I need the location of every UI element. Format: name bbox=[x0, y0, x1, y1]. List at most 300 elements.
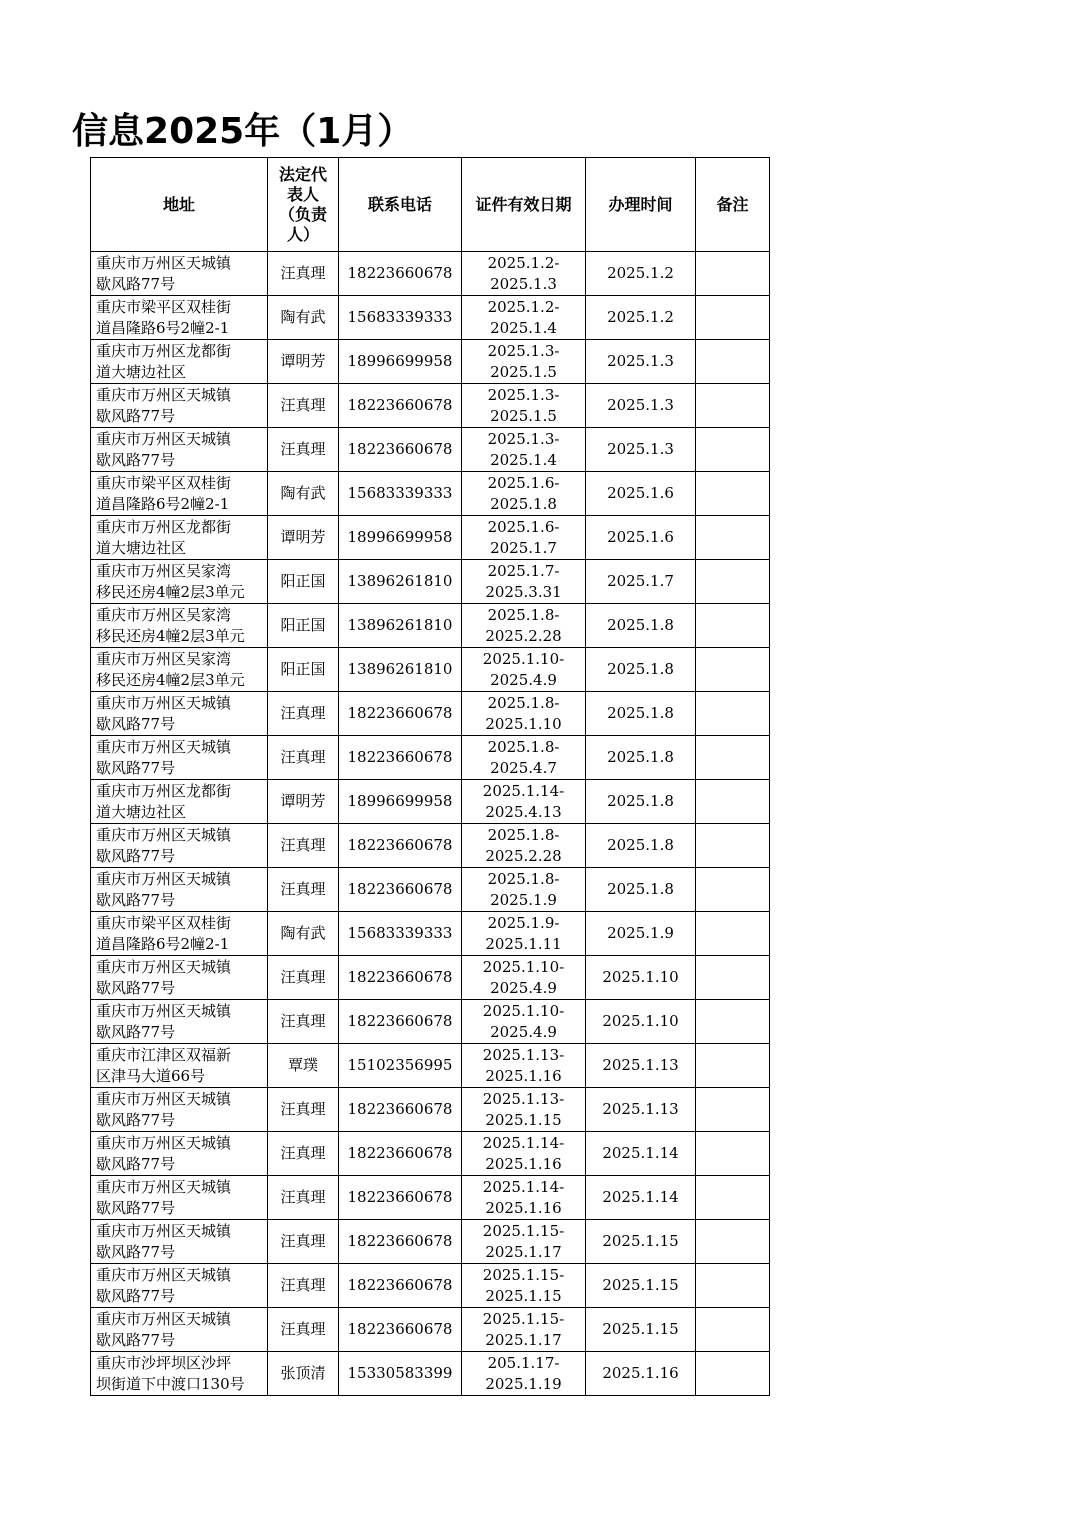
address-cell bbox=[91, 1176, 268, 1220]
address-line-2: 歇风路77号 bbox=[96, 759, 176, 777]
valid-start: 2025.1.10- bbox=[482, 1002, 565, 1020]
valid-end: 2025.2.28 bbox=[485, 627, 562, 645]
address-line-2: 歇风路77号 bbox=[96, 1023, 176, 1041]
representative-cell: 张顶清 bbox=[268, 1352, 339, 1396]
address-cell bbox=[91, 780, 268, 824]
address-line-2: 区津马大道66号 bbox=[96, 1067, 206, 1085]
address-line-1: 重庆市万州区天城镇 bbox=[96, 870, 232, 888]
process-date-cell: 2025.1.2 bbox=[586, 296, 696, 340]
remarks-cell bbox=[696, 428, 770, 472]
header-representative bbox=[268, 158, 339, 252]
process-date-cell: 2025.1.8 bbox=[586, 736, 696, 780]
valid-end: 2025.1.4 bbox=[490, 451, 557, 469]
process-date-cell: 2025.1.8 bbox=[586, 692, 696, 736]
valid-end: 2025.4.9 bbox=[490, 671, 557, 689]
valid-start: 2025.1.10- bbox=[482, 958, 565, 976]
address-line-1: 重庆市万州区吴家湾 bbox=[96, 606, 232, 624]
process-date-cell: 2025.1.8 bbox=[586, 604, 696, 648]
address-line-1: 重庆市江津区双福新 bbox=[96, 1046, 232, 1064]
address-line-1: 重庆市万州区天城镇 bbox=[96, 386, 232, 404]
table-row bbox=[91, 252, 770, 296]
phone-cell: 18996699958 bbox=[339, 780, 462, 824]
remarks-cell bbox=[696, 604, 770, 648]
remarks-cell bbox=[696, 340, 770, 384]
address-line-1: 重庆市万州区天城镇 bbox=[96, 738, 232, 756]
table-row bbox=[91, 1352, 770, 1396]
representative-cell: 汪真理 bbox=[268, 1088, 339, 1132]
address-cell bbox=[91, 560, 268, 604]
title-text: 息2025年（1月） bbox=[108, 111, 414, 152]
phone-cell: 18223660678 bbox=[339, 1132, 462, 1176]
valid-end: 2025.3.31 bbox=[485, 583, 562, 601]
process-date-cell: 2025.1.13 bbox=[586, 1088, 696, 1132]
valid-end: 2025.1.16 bbox=[485, 1199, 562, 1217]
valid-end: 2025.1.17 bbox=[485, 1331, 562, 1349]
address-cell bbox=[91, 692, 268, 736]
address-line-2: 歇风路77号 bbox=[96, 1287, 176, 1305]
table-row bbox=[91, 472, 770, 516]
process-date-cell: 2025.1.6 bbox=[586, 516, 696, 560]
address-cell bbox=[91, 340, 268, 384]
process-date-cell: 2025.1.3 bbox=[586, 428, 696, 472]
address-line-1: 重庆市万州区吴家湾 bbox=[96, 562, 232, 580]
address-cell bbox=[91, 1000, 268, 1044]
representative-cell: 谭明芳 bbox=[268, 340, 339, 384]
valid-start: 205.1.17- bbox=[487, 1354, 560, 1372]
valid-period-cell bbox=[462, 252, 586, 296]
address-cell bbox=[91, 648, 268, 692]
process-date-cell: 2025.1.10 bbox=[586, 1000, 696, 1044]
valid-start: 2025.1.6- bbox=[487, 474, 560, 492]
process-date-cell: 2025.1.2 bbox=[586, 252, 696, 296]
valid-start: 2025.1.14- bbox=[482, 1134, 565, 1152]
valid-period-cell bbox=[462, 956, 586, 1000]
process-date-cell: 2025.1.13 bbox=[586, 1044, 696, 1088]
header-remarks: 备注 bbox=[696, 158, 770, 252]
table-row bbox=[91, 868, 770, 912]
phone-cell: 13896261810 bbox=[339, 604, 462, 648]
address-line-2: 歇风路77号 bbox=[96, 275, 176, 293]
valid-period-cell bbox=[462, 1000, 586, 1044]
remarks-cell bbox=[696, 472, 770, 516]
valid-start: 2025.1.7- bbox=[487, 562, 560, 580]
remarks-cell bbox=[696, 1352, 770, 1396]
valid-end: 2025.1.7 bbox=[490, 539, 557, 557]
representative-cell: 汪真理 bbox=[268, 1264, 339, 1308]
address-line-2: 移民还房4幢2层3单元 bbox=[96, 627, 245, 645]
phone-cell: 18223660678 bbox=[339, 692, 462, 736]
address-line-2: 道大塘边社区 bbox=[96, 363, 187, 381]
phone-cell: 18223660678 bbox=[339, 1264, 462, 1308]
valid-period-cell bbox=[462, 1132, 586, 1176]
representative-cell: 汪真理 bbox=[268, 384, 339, 428]
valid-start: 2025.1.3- bbox=[487, 430, 560, 448]
valid-end: 2025.1.17 bbox=[485, 1243, 562, 1261]
address-line-1: 重庆市万州区吴家湾 bbox=[96, 650, 232, 668]
address-line-2: 道昌隆路6号2幢2-1 bbox=[96, 495, 230, 513]
phone-cell: 13896261810 bbox=[339, 560, 462, 604]
representative-cell: 汪真理 bbox=[268, 956, 339, 1000]
address-cell bbox=[91, 1308, 268, 1352]
process-date-cell: 2025.1.15 bbox=[586, 1264, 696, 1308]
address-line-2: 歇风路77号 bbox=[96, 1199, 176, 1217]
remarks-cell bbox=[696, 1132, 770, 1176]
representative-cell: 陶有武 bbox=[268, 912, 339, 956]
table-row bbox=[91, 1088, 770, 1132]
valid-start: 2025.1.15- bbox=[482, 1310, 565, 1328]
table-row bbox=[91, 296, 770, 340]
table-row bbox=[91, 780, 770, 824]
representative-cell: 汪真理 bbox=[268, 1000, 339, 1044]
valid-end: 2025.1.16 bbox=[485, 1067, 562, 1085]
representative-cell: 汪真理 bbox=[268, 1132, 339, 1176]
address-line-1: 重庆市万州区龙都街 bbox=[96, 782, 232, 800]
address-line-2: 歇风路77号 bbox=[96, 715, 176, 733]
address-line-1: 重庆市万州区天城镇 bbox=[96, 1002, 232, 1020]
valid-end: 2025.1.8 bbox=[490, 495, 557, 513]
valid-end: 2025.1.15 bbox=[485, 1287, 562, 1305]
valid-end: 2025.4.13 bbox=[485, 803, 562, 821]
valid-start: 2025.1.14- bbox=[482, 782, 565, 800]
address-line-2: 道昌隆路6号2幢2-1 bbox=[96, 935, 230, 953]
valid-period-cell bbox=[462, 912, 586, 956]
table-row bbox=[91, 956, 770, 1000]
representative-cell: 陶有武 bbox=[268, 472, 339, 516]
valid-start: 2025.1.15- bbox=[482, 1266, 565, 1284]
remarks-cell bbox=[696, 1044, 770, 1088]
address-line-1: 重庆市万州区天城镇 bbox=[96, 1134, 232, 1152]
address-line-1: 重庆市梁平区双桂街 bbox=[96, 914, 232, 932]
address-cell bbox=[91, 1044, 268, 1088]
address-line-1: 重庆市万州区龙都街 bbox=[96, 518, 232, 536]
process-date-cell: 2025.1.3 bbox=[586, 340, 696, 384]
remarks-cell bbox=[696, 1220, 770, 1264]
header-valid-period: 证件有效日期 bbox=[462, 158, 586, 252]
valid-end: 2025.1.11 bbox=[485, 935, 562, 953]
address-cell bbox=[91, 604, 268, 648]
valid-period-cell bbox=[462, 824, 586, 868]
table-row bbox=[91, 428, 770, 472]
valid-period-cell bbox=[462, 1220, 586, 1264]
phone-cell: 15102356995 bbox=[339, 1044, 462, 1088]
address-line-1: 重庆市万州区天城镇 bbox=[96, 1178, 232, 1196]
address-line-2: 移民还房4幢2层3单元 bbox=[96, 671, 245, 689]
table-row bbox=[91, 1132, 770, 1176]
representative-cell: 陶有武 bbox=[268, 296, 339, 340]
address-cell bbox=[91, 1132, 268, 1176]
valid-end: 2025.1.5 bbox=[490, 363, 557, 381]
address-line-1: 重庆市万州区天城镇 bbox=[96, 1090, 232, 1108]
valid-start: 2025.1.15- bbox=[482, 1222, 565, 1240]
representative-cell: 阳正国 bbox=[268, 604, 339, 648]
valid-period-cell bbox=[462, 604, 586, 648]
address-line-1: 重庆市万州区天城镇 bbox=[96, 254, 232, 272]
title-container bbox=[72, 108, 486, 156]
address-line-2: 歇风路77号 bbox=[96, 1111, 176, 1129]
phone-cell: 18223660678 bbox=[339, 868, 462, 912]
process-date-cell: 2025.1.8 bbox=[586, 780, 696, 824]
valid-period-cell bbox=[462, 868, 586, 912]
table-row bbox=[91, 912, 770, 956]
phone-cell: 18223660678 bbox=[339, 384, 462, 428]
table-row bbox=[91, 340, 770, 384]
remarks-cell bbox=[696, 824, 770, 868]
table-row bbox=[91, 1044, 770, 1088]
address-line-1: 重庆市万州区天城镇 bbox=[96, 694, 232, 712]
valid-start: 2025.1.2- bbox=[487, 254, 560, 272]
phone-cell: 15683339333 bbox=[339, 472, 462, 516]
valid-period-cell bbox=[462, 516, 586, 560]
valid-period-cell bbox=[462, 428, 586, 472]
address-line-1: 重庆市沙坪坝区沙坪 bbox=[96, 1354, 232, 1372]
representative-cell: 谭明芳 bbox=[268, 516, 339, 560]
valid-end: 2025.1.19 bbox=[485, 1375, 562, 1393]
representative-cell: 阳正国 bbox=[268, 560, 339, 604]
representative-cell: 汪真理 bbox=[268, 824, 339, 868]
valid-period-cell bbox=[462, 560, 586, 604]
phone-cell: 18223660678 bbox=[339, 428, 462, 472]
valid-start: 2025.1.2- bbox=[487, 298, 560, 316]
header-phone: 联系电话 bbox=[339, 158, 462, 252]
valid-period-cell bbox=[462, 472, 586, 516]
valid-start: 2025.1.8- bbox=[487, 738, 560, 756]
records-body bbox=[91, 252, 770, 1396]
table-row bbox=[91, 648, 770, 692]
table-row bbox=[91, 604, 770, 648]
remarks-cell bbox=[696, 692, 770, 736]
table-row bbox=[91, 384, 770, 428]
valid-period-cell bbox=[462, 296, 586, 340]
remarks-cell bbox=[696, 736, 770, 780]
address-line-2: 移民还房4幢2层3单元 bbox=[96, 583, 245, 601]
address-line-2: 道大塘边社区 bbox=[96, 803, 187, 821]
process-date-cell: 2025.1.8 bbox=[586, 824, 696, 868]
address-line-1: 重庆市万州区天城镇 bbox=[96, 1266, 232, 1284]
valid-end: 2025.2.28 bbox=[485, 847, 562, 865]
valid-start: 2025.1.10- bbox=[482, 650, 565, 668]
representative-cell: 阳正国 bbox=[268, 648, 339, 692]
remarks-cell bbox=[696, 648, 770, 692]
table-row bbox=[91, 824, 770, 868]
valid-start: 2025.1.8- bbox=[487, 694, 560, 712]
remarks-cell bbox=[696, 296, 770, 340]
representative-cell: 汪真理 bbox=[268, 1220, 339, 1264]
process-date-cell: 2025.1.3 bbox=[586, 384, 696, 428]
phone-cell: 15683339333 bbox=[339, 912, 462, 956]
remarks-cell bbox=[696, 516, 770, 560]
process-date-cell: 2025.1.16 bbox=[586, 1352, 696, 1396]
process-date-cell: 2025.1.15 bbox=[586, 1308, 696, 1352]
valid-period-cell bbox=[462, 1088, 586, 1132]
records-table bbox=[90, 157, 770, 1396]
address-cell bbox=[91, 296, 268, 340]
valid-end: 2025.1.5 bbox=[490, 407, 557, 425]
remarks-cell bbox=[696, 1000, 770, 1044]
phone-cell: 18223660678 bbox=[339, 1000, 462, 1044]
header-process-date: 办理时间 bbox=[586, 158, 696, 252]
valid-period-cell bbox=[462, 780, 586, 824]
phone-cell: 13896261810 bbox=[339, 648, 462, 692]
representative-cell: 汪真理 bbox=[268, 736, 339, 780]
address-line-2: 歇风路77号 bbox=[96, 407, 176, 425]
valid-end: 2025.1.3 bbox=[490, 275, 557, 293]
valid-period-cell bbox=[462, 1352, 586, 1396]
valid-start: 2025.1.13- bbox=[482, 1046, 565, 1064]
phone-cell: 18223660678 bbox=[339, 1308, 462, 1352]
table-row bbox=[91, 560, 770, 604]
process-date-cell: 2025.1.8 bbox=[586, 868, 696, 912]
phone-cell: 18996699958 bbox=[339, 516, 462, 560]
table-row bbox=[91, 1220, 770, 1264]
address-cell bbox=[91, 428, 268, 472]
address-line-2: 坝街道下中渡口130号 bbox=[96, 1375, 245, 1393]
valid-end: 2025.4.9 bbox=[490, 979, 557, 997]
address-line-1: 重庆市万州区天城镇 bbox=[96, 1310, 232, 1328]
remarks-cell bbox=[696, 868, 770, 912]
remarks-cell bbox=[696, 956, 770, 1000]
table-row bbox=[91, 692, 770, 736]
process-date-cell: 2025.1.7 bbox=[586, 560, 696, 604]
valid-end: 2025.1.10 bbox=[485, 715, 562, 733]
phone-cell: 18223660678 bbox=[339, 252, 462, 296]
page-title bbox=[72, 108, 486, 156]
address-cell bbox=[91, 1264, 268, 1308]
address-line-1: 重庆市梁平区双桂街 bbox=[96, 298, 232, 316]
valid-period-cell bbox=[462, 384, 586, 428]
process-date-cell: 2025.1.15 bbox=[586, 1220, 696, 1264]
table-row bbox=[91, 1176, 770, 1220]
remarks-cell bbox=[696, 252, 770, 296]
address-line-2: 歇风路77号 bbox=[96, 979, 176, 997]
representative-cell: 汪真理 bbox=[268, 1176, 339, 1220]
valid-start: 2025.1.13- bbox=[482, 1090, 565, 1108]
valid-end: 2025.4.9 bbox=[490, 1023, 557, 1041]
representative-cell: 汪真理 bbox=[268, 252, 339, 296]
address-line-2: 道大塘边社区 bbox=[96, 539, 187, 557]
address-cell bbox=[91, 384, 268, 428]
address-line-1: 重庆市梁平区双桂街 bbox=[96, 474, 232, 492]
representative-cell: 汪真理 bbox=[268, 428, 339, 472]
remarks-cell bbox=[696, 780, 770, 824]
address-line-1: 重庆市万州区天城镇 bbox=[96, 826, 232, 844]
valid-period-cell bbox=[462, 1044, 586, 1088]
representative-cell: 谭明芳 bbox=[268, 780, 339, 824]
representative-cell: 汪真理 bbox=[268, 1308, 339, 1352]
address-cell bbox=[91, 956, 268, 1000]
address-line-2: 歇风路77号 bbox=[96, 891, 176, 909]
remarks-cell bbox=[696, 912, 770, 956]
header-row bbox=[91, 158, 770, 252]
remarks-cell bbox=[696, 1176, 770, 1220]
representative-cell: 汪真理 bbox=[268, 868, 339, 912]
valid-end: 2025.1.9 bbox=[490, 891, 557, 909]
address-cell bbox=[91, 516, 268, 560]
valid-start: 2025.1.3- bbox=[487, 342, 560, 360]
address-line-2: 道昌隆路6号2幢2-1 bbox=[96, 319, 230, 337]
address-line-2: 歇风路77号 bbox=[96, 1331, 176, 1349]
process-date-cell: 2025.1.9 bbox=[586, 912, 696, 956]
table-row bbox=[91, 736, 770, 780]
address-cell bbox=[91, 736, 268, 780]
address-line-1: 重庆市万州区天城镇 bbox=[96, 430, 232, 448]
process-date-cell: 2025.1.14 bbox=[586, 1132, 696, 1176]
address-cell bbox=[91, 1352, 268, 1396]
address-cell bbox=[91, 252, 268, 296]
process-date-cell: 2025.1.8 bbox=[586, 648, 696, 692]
phone-cell: 18223660678 bbox=[339, 824, 462, 868]
address-line-2: 歇风路77号 bbox=[96, 847, 176, 865]
address-line-1: 重庆市万州区天城镇 bbox=[96, 1222, 232, 1240]
valid-period-cell bbox=[462, 648, 586, 692]
representative-cell: 汪真理 bbox=[268, 692, 339, 736]
phone-cell: 18223660678 bbox=[339, 1220, 462, 1264]
remarks-cell bbox=[696, 384, 770, 428]
address-cell bbox=[91, 1088, 268, 1132]
valid-period-cell bbox=[462, 340, 586, 384]
phone-cell: 15330583399 bbox=[339, 1352, 462, 1396]
address-cell bbox=[91, 1220, 268, 1264]
process-date-cell: 2025.1.6 bbox=[586, 472, 696, 516]
valid-period-cell bbox=[462, 1308, 586, 1352]
valid-end: 2025.4.7 bbox=[490, 759, 557, 777]
phone-cell: 15683339333 bbox=[339, 296, 462, 340]
remarks-cell bbox=[696, 1088, 770, 1132]
valid-start: 2025.1.8- bbox=[487, 826, 560, 844]
valid-start: 2025.1.9- bbox=[487, 914, 560, 932]
valid-period-cell bbox=[462, 736, 586, 780]
table-row bbox=[91, 1000, 770, 1044]
table-row bbox=[91, 1308, 770, 1352]
remarks-cell bbox=[696, 560, 770, 604]
address-cell bbox=[91, 472, 268, 516]
phone-cell: 18223660678 bbox=[339, 1176, 462, 1220]
remarks-cell bbox=[696, 1308, 770, 1352]
phone-cell: 18996699958 bbox=[339, 340, 462, 384]
header-address: 地址 bbox=[91, 158, 268, 252]
address-cell bbox=[91, 868, 268, 912]
header-representative-text: 法定代表人（负责人） bbox=[278, 164, 327, 244]
address-line-2: 歇风路77号 bbox=[96, 451, 176, 469]
valid-period-cell bbox=[462, 692, 586, 736]
valid-start: 2025.1.8- bbox=[487, 870, 560, 888]
valid-start: 2025.1.3- bbox=[487, 386, 560, 404]
valid-end: 2025.1.16 bbox=[485, 1155, 562, 1173]
process-date-cell: 2025.1.10 bbox=[586, 956, 696, 1000]
process-date-cell: 2025.1.14 bbox=[586, 1176, 696, 1220]
address-line-2: 歇风路77号 bbox=[96, 1155, 176, 1173]
valid-start: 2025.1.14- bbox=[482, 1178, 565, 1196]
address-cell bbox=[91, 824, 268, 868]
valid-end: 2025.1.4 bbox=[490, 319, 557, 337]
valid-start: 2025.1.8- bbox=[487, 606, 560, 624]
table-row bbox=[91, 1264, 770, 1308]
remarks-cell bbox=[696, 1264, 770, 1308]
table-row bbox=[91, 516, 770, 560]
representative-cell: 覃璞 bbox=[268, 1044, 339, 1088]
valid-period-cell bbox=[462, 1176, 586, 1220]
phone-cell: 18223660678 bbox=[339, 736, 462, 780]
address-line-1: 重庆市万州区龙都街 bbox=[96, 342, 232, 360]
address-line-1: 重庆市万州区天城镇 bbox=[96, 958, 232, 976]
phone-cell: 18223660678 bbox=[339, 956, 462, 1000]
title-cut-char: 信 bbox=[72, 111, 109, 152]
valid-end: 2025.1.15 bbox=[485, 1111, 562, 1129]
valid-start: 2025.1.6- bbox=[487, 518, 560, 536]
valid-period-cell bbox=[462, 1264, 586, 1308]
address-cell bbox=[91, 912, 268, 956]
address-line-2: 歇风路77号 bbox=[96, 1243, 176, 1261]
phone-cell: 18223660678 bbox=[339, 1088, 462, 1132]
